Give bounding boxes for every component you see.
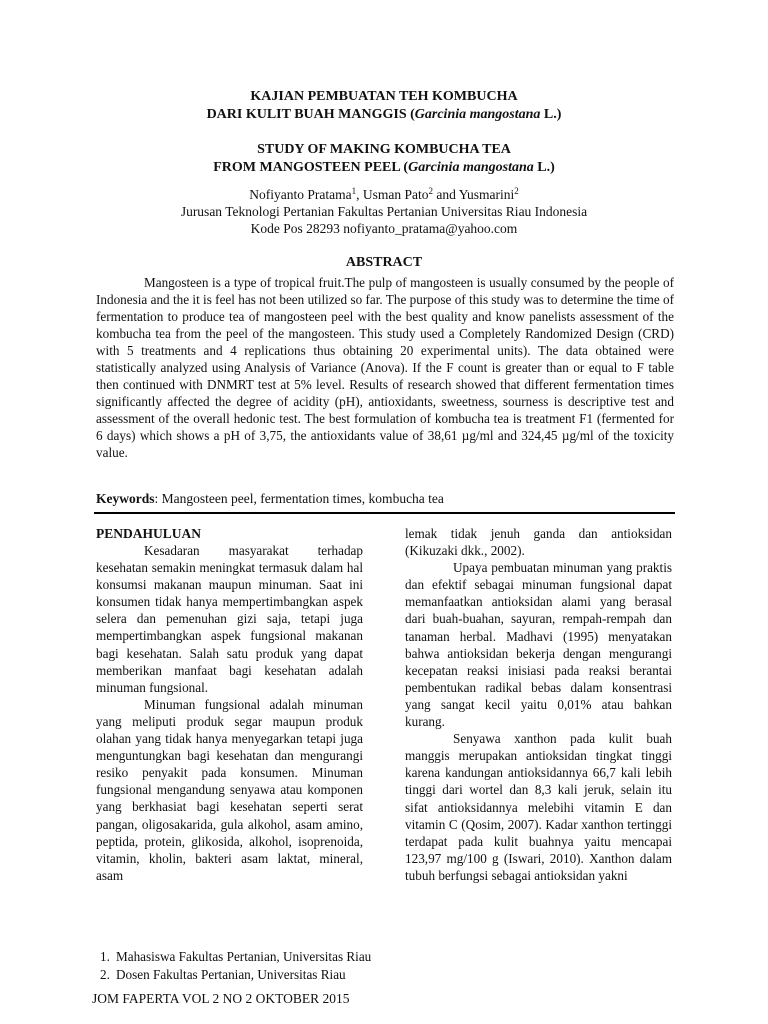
- author-3: and Yusmarini: [432, 187, 515, 202]
- paragraph: Minuman fungsional adalah minuman yang meliputi produk segar maupun produk olahan yang tidak hanya menyegarkan tetapi juga menguntungkan bagi kesehatan dan mengurangi resiko penyakit pada konsumen. Minuman fungsional mengandung senyawa atau komponen yang berkhasiat bagi kesehatan seperti serat pangan, oligosakarida, gula alkohol, asam amino, peptida, protein, glikosida, alkohol, isoprenoida, vitamin, kholin, bakteri asam laktat, mineral, asam: [96, 696, 363, 883]
- footnotes: [100, 948, 371, 984]
- keywords-label: Keywords: [96, 491, 155, 506]
- abstract-heading: ABSTRACT: [345, 255, 423, 270]
- footnote: [100, 966, 371, 984]
- paragraph: Kesadaran masyarakat terhadap kesehatan semakin meningkat termasuk dalam hal konsumsi makanan maupun minuman. Saat ini konsumen tidak hanya mempertimbangkan aspek selera dan pemenuhan gizi saja, tetapi juga mempertimbangkan aspek fungsional makanan bagi kesehatan. Salah satu produk yang dapat memberikan manfaat bagi kesehatan adalah minuman fungsional.: [96, 543, 363, 695]
- title-en-line2: [60, 159, 708, 177]
- author-1-sup: 1: [351, 186, 357, 196]
- title-en-species: Garcinia mangostana: [408, 160, 534, 175]
- address-email: Kode Pos 28293 nofiyanto_pratama@yahoo.com: [250, 221, 518, 236]
- title-id-line2-pre: DARI KULIT BUAH MANGGIS (: [206, 107, 415, 122]
- title-id-line2-post: L.): [540, 107, 562, 122]
- title-en-line2-post: L.): [533, 160, 555, 175]
- author-3-sup: 2: [514, 186, 519, 196]
- title-en-line2-pre: FROM MANGOSTEEN PEEL (: [213, 160, 409, 175]
- footnote-number: 2.: [100, 967, 110, 982]
- title-en-line1: STUDY OF MAKING KOMBUCHA TEA: [257, 142, 511, 157]
- author-2: , Usman Pato: [356, 187, 429, 202]
- title-id-line2: [60, 106, 708, 124]
- affiliation: Jurusan Teknologi Pertanian Fakultas Pertanian Universitas Riau Indonesia: [180, 204, 588, 219]
- author-names: [60, 186, 708, 203]
- abstract-text: Mangosteen is a type of tropical fruit.The pulp of mangosteen is usually consumed by the people of Indonesia and the it is feel has not been utilized so far. The purpose of this study was to determine the time of fermentation to produce tea of mangosteen peel with the best quality and know panelists assessment of the kombucha tea from the peel of the mangosteen. This study used a Completely Randomized Design (CRD) with 5 treatments and 4 replications thus obtaining 20 experimental units). The data obtained were statistically analyzed using Analysis of Variance (Anova). If the F count is greater than or equal to F table then continued with DNMRT test at 5% level. Results of research showed that different fermentation times significantly affected the degree of acidity (pH), antioxidants, sweetness, sourness is descriptive test and assessment of the overall hedonic test. The best formulation of kombucha tea is treatment F1 (fermented for 6 days) which shows a pH of 3,75, the antioxidants value of 38,61 µg/ml and 324,45 µg/ml of the toxicity value.: [96, 275, 674, 461]
- author-block: [60, 186, 708, 237]
- title-id-species: Garcinia mangostana: [414, 107, 541, 122]
- footnote-number: 1.: [100, 949, 110, 964]
- right-column: [405, 525, 672, 884]
- left-column: [96, 525, 363, 884]
- footnote-text: Dosen Fakultas Pertanian, Universitas Riau: [116, 967, 346, 982]
- footnote-text: Mahasiswa Fakultas Pertanian, Universitas Riau: [116, 949, 372, 964]
- keywords-line: [96, 491, 444, 507]
- paragraph: lemak tidak jenuh ganda dan antioksidan (Kikuzaki dkk., 2002).: [405, 526, 672, 559]
- section-heading-pendahuluan: PENDAHULUAN: [96, 526, 202, 541]
- journal-footer: JOM FAPERTA VOL 2 NO 2 OKTOBER 2015: [92, 991, 350, 1006]
- title-id-line1: KAJIAN PEMBUATAN TEH KOMBUCHA: [250, 89, 518, 104]
- section-divider: [94, 512, 675, 514]
- paper-title: [60, 88, 708, 177]
- paragraph: Upaya pembuatan minuman yang praktis dan efektif sebagai minuman fungsional dapat memanfaatkan antioksidan alami yang berasal dari buah-buahan, sayuran, rempah-rempah dan tanaman herbal. Madhavi (1995) menyatakan bahwa antioksidan bekerja dengan mengurangi kecepatan reaksi inisiasi pada reaksi berantai pembentukan radikal bebas dalam konsentrasi yang sangat kecil yaitu 0,01% atau bahkan kurang.: [405, 560, 672, 730]
- author-1: Nofiyanto Pratama: [249, 187, 352, 202]
- footnote: [100, 948, 371, 966]
- author-2-sup: 2: [428, 186, 433, 196]
- paragraph: Senyawa xanthon pada kulit buah manggis merupakan antioksidan tingkat tinggi karena kandungan antioksidannya 66,7 kali lebih tinggi dari wortel dan 8,3 kali jeruk, selain itu sifat antioksidannya melebihi vitamin E dan vitamin C (Qosim, 2007). Kadar xanthon tertinggi terdapat pada kulit buahnya yaitu mencapai 123,97 mg/100 g (Iswari, 2010). Xanthon dalam tubuh berfungsi sebagai antioksidan yakni: [405, 731, 672, 883]
- keywords-text: : Mangosteen peel, fermentation times, kombucha tea: [154, 491, 444, 506]
